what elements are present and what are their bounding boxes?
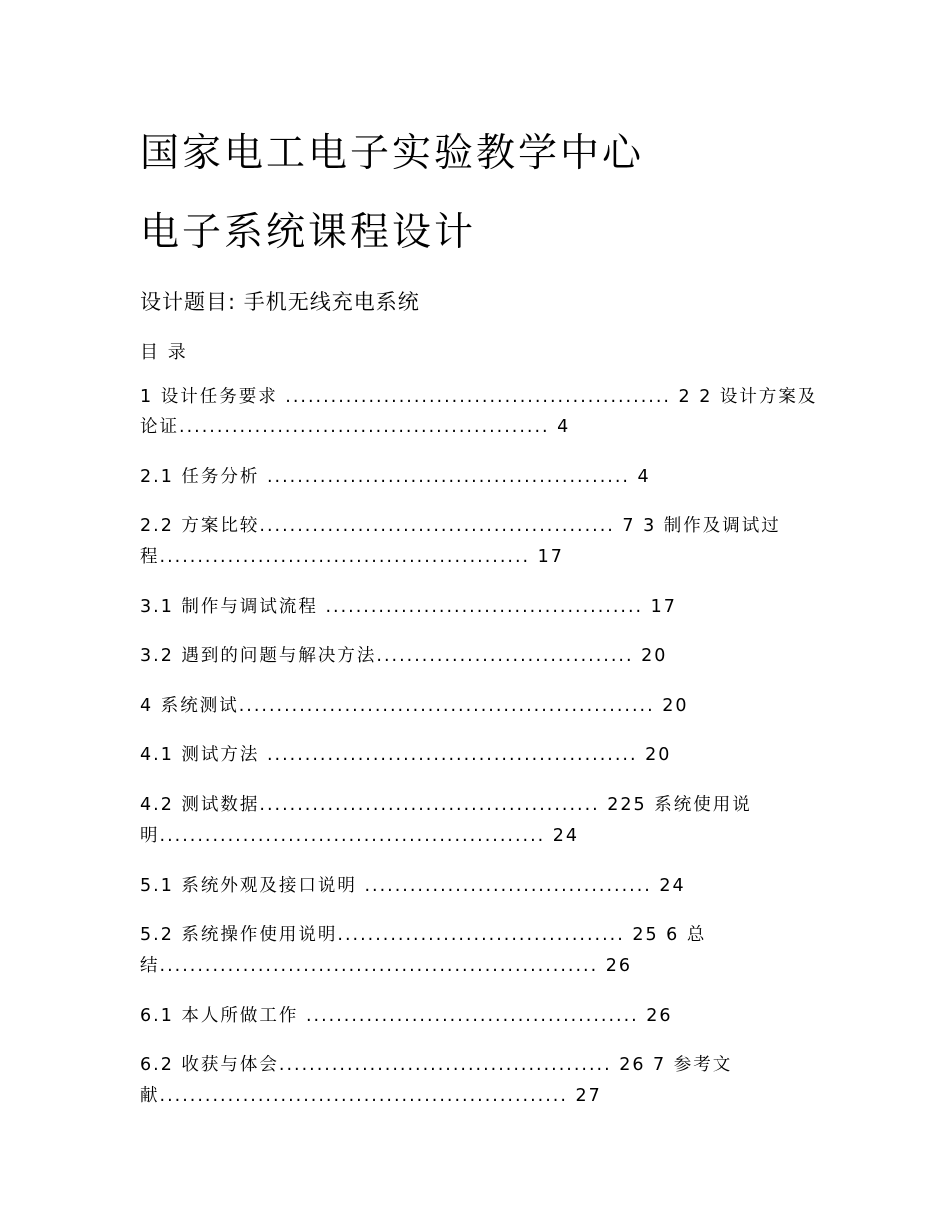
toc-entry: 3.1 制作与调试流程 .......................................... 17 [140,597,677,617]
toc-entry: 4.1 测试方法 ................................................. 20 [140,745,672,765]
toc-entry: 5.2 系统操作使用说明...................................... 25 6 总 [140,925,707,945]
toc-entry: 3.2 遇到的问题与解决方法.................................. 20 [140,646,668,666]
toc-entry: 5.1 系统外观及接口说明 ...................................... 24 [140,876,686,896]
toc-entry: 明................................................... 24 [140,826,580,846]
design-subject: 设计题目: 手机无线充电系统 [140,290,420,314]
toc-entry: 4 系统测试....................................................... 20 [140,696,689,716]
toc-entry: 论证................................................. 4 [140,417,571,437]
toc-heading: 目 录 [140,342,188,363]
toc-entry: 献...................................................... 27 [140,1086,602,1106]
toc-entry: 2.1 任务分析 ................................................ 4 [140,467,651,487]
center-title: 国家电工电子实验教学中心 [140,131,645,176]
toc-entry: 6.2 收获与体会............................................ 26 7 参考文 [140,1055,733,1075]
toc-entry: 2.2 方案比较............................................... 7 3 制作及调试过 [140,516,781,536]
toc-entry: 程................................................. 17 [140,547,564,567]
toc-entry: 结.......................................................... 26 [140,956,632,976]
toc-entry: 4.2 测试数据............................................. 225 系统使用说 [140,795,752,815]
toc-entry: 6.1 本人所做工作 ............................................ 26 [140,1006,673,1026]
toc-entry: 1 设计任务要求 ................................................... 2 2 设计方案及 [140,387,818,407]
course-title: 电子系统课程设计 [140,210,477,255]
